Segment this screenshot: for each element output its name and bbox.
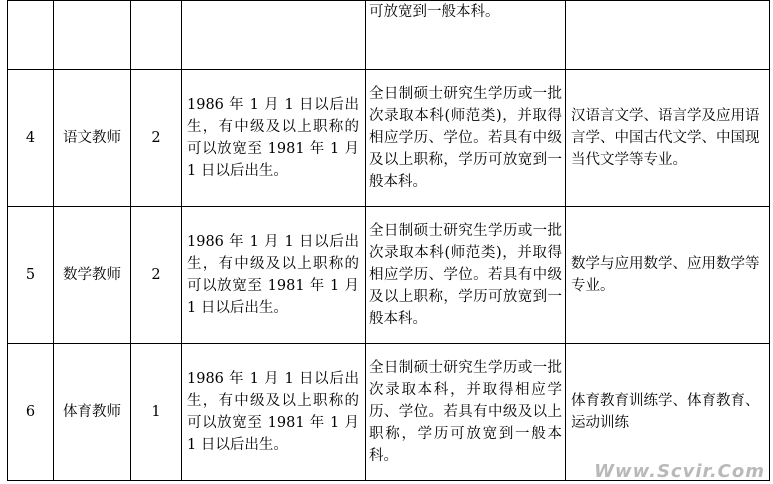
cell-post: 语文教师 xyxy=(54,70,131,207)
cell-major: 数学与应用数学、应用数学等专业。 xyxy=(566,207,770,344)
cell-major xyxy=(566,1,770,70)
cell-count: 1 xyxy=(131,344,182,481)
cell-major: 体育教育训练学、体育教育、运动训练 xyxy=(566,344,770,481)
cell-age: 1986 年 1 月 1 日以后出生，有中级及以上职称的可以放宽至 1981 年 1 月 1 日以后出生。 xyxy=(182,207,366,344)
cell-no: 4 xyxy=(8,70,54,207)
watermark: Www.Scvir.Com xyxy=(594,461,765,482)
cell-count xyxy=(131,1,182,70)
cell-education: 可放宽到一般本科。 xyxy=(366,1,566,70)
recruitment-table xyxy=(7,0,770,481)
table-row xyxy=(8,70,770,207)
cell-age xyxy=(182,1,366,70)
cell-post xyxy=(54,1,131,70)
cell-education: 全日制硕士研究生学历或一批次录取本科(师范类)，并取得相应学历、学位。若具有中级及以上职称，学历可放宽到一般本科。 xyxy=(366,207,566,344)
cell-major: 汉语言文学、语言学及应用语言学、中国古代文学、中国现当代文学等专业。 xyxy=(566,70,770,207)
table-row-partial xyxy=(8,1,770,70)
table-row xyxy=(8,207,770,344)
cell-education: 全日制硕士研究生学历或一批次录取本科(师范类)，并取得相应学历、学位。若具有中级及以上职称，学历可放宽到一般本科。 xyxy=(366,70,566,207)
table-row xyxy=(8,344,770,481)
cell-count: 2 xyxy=(131,207,182,344)
cell-post: 数学教师 xyxy=(54,207,131,344)
cell-age: 1986 年 1 月 1 日以后出生，有中级及以上职称的可以放宽至 1981 年 1 月 1 日以后出生。 xyxy=(182,70,366,207)
cell-count: 2 xyxy=(131,70,182,207)
cell-post: 体育教师 xyxy=(54,344,131,481)
cell-no: 6 xyxy=(8,344,54,481)
cell-age: 1986 年 1 月 1 日以后出生，有中级及以上职称的可以放宽至 1981 年 1 月 1 日以后出生。 xyxy=(182,344,366,481)
cell-education: 全日制硕士研究生学历或一批次录取本科，并取得相应学历、学位。若具有中级及以上职称，学历可放宽到一般本科。 xyxy=(366,344,566,481)
cell-no xyxy=(8,1,54,70)
cell-no: 5 xyxy=(8,207,54,344)
